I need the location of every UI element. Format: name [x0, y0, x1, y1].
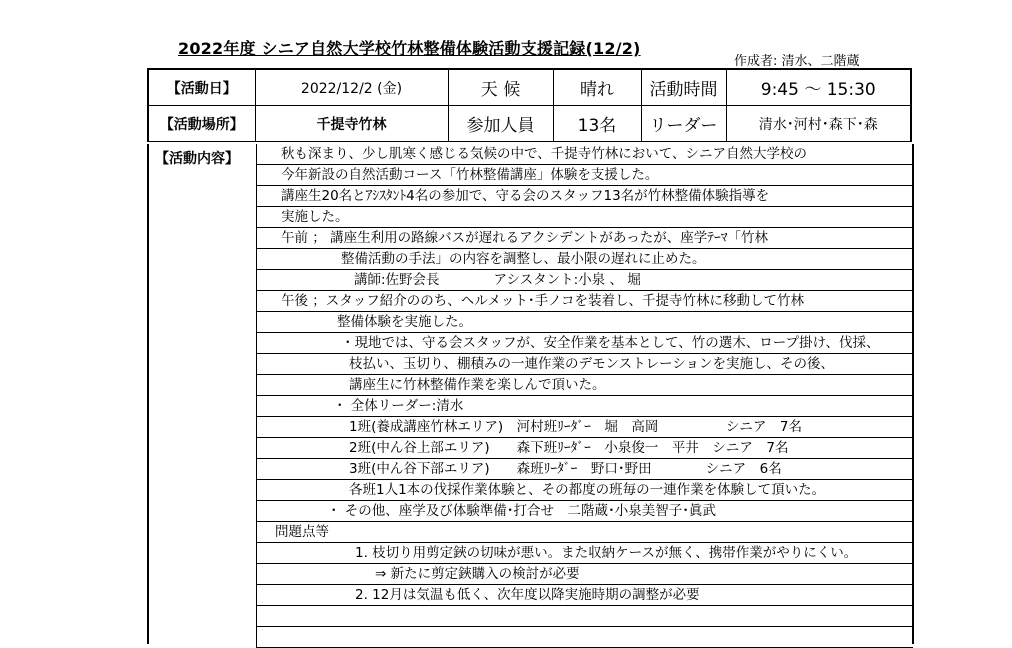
content-line: 秋も深まり、少し肌寒く感じる気候の中で、千提寺竹林において、シニア自然大学校の	[257, 144, 913, 165]
content-line: 講師:佐野会長 アシスタント:小泉 、 堀	[257, 270, 913, 291]
content-line	[257, 627, 913, 648]
activity-place-label: 【活動場所】	[148, 106, 255, 142]
content-line: ⇒ 新たに剪定鋏購入の検討が必要	[257, 564, 913, 585]
content-line: 枝払い、玉切り、棚積みの一連作業のデモンストレーションを実施し、その後、	[257, 354, 913, 375]
content-line: 問題点等	[257, 522, 913, 543]
content-line: 午後 ；スタッフ紹介ののち、ヘルメット･手ノコを装着し、千提寺竹林に移動して竹林	[257, 291, 913, 312]
activity-time-value: 9:45 ～ 15:30	[726, 69, 911, 106]
activity-date-value: 2022/12/2 (金)	[255, 69, 448, 106]
header-row-date	[148, 69, 911, 106]
content-line: 午前 ； 講座生利用の路線バスが遅れるアクシデントがあったが、座学ﾃｰﾏ「竹林	[257, 228, 913, 249]
document-title: 2022年度 シニア自然大学校竹林整備体験活動支援記録(12/2)	[178, 39, 641, 58]
content-line	[257, 606, 913, 627]
author-line: 作成者: 清水、二階蔵	[734, 54, 860, 69]
content-line: 2. 12月は気温も低く、次年度以降実施時期の調整が必要	[257, 585, 913, 606]
activity-place-value: 千提寺竹林	[255, 106, 448, 142]
activity-date-label: 【活動日】	[148, 69, 255, 106]
header-row-place	[148, 106, 911, 142]
content-line: 整備活動の手法」の内容を調整し、最小限の遅れに止めた。	[257, 249, 913, 270]
participants-value: 13名	[553, 106, 641, 142]
content-line: 実施した。	[257, 207, 913, 228]
weather-value: 晴れ	[553, 69, 641, 106]
content-line: 今年新設の自然活動コース「竹林整備講座」体験を支援した。	[257, 165, 913, 186]
weather-label: 天 候	[448, 69, 553, 106]
content-line: ・ 全体リーダー:清水	[257, 396, 913, 417]
content-line: 1班(養成講座竹林エリア) 河村班ﾘｰﾀﾞｰ 堀 高岡 シニア 7名	[257, 417, 913, 438]
content-line: ・ その他、座学及び体験準備･打合せ 二階蔵･小泉美智子･眞武	[257, 501, 913, 522]
content-line: 講座生20名とｱｼｽﾀﾝﾄ4名の参加で、守る会のスタッフ13名が竹林整備体験指導を	[257, 186, 913, 207]
content-line: ・現地では、守る会スタッフが、安全作業を基本として、竹の選木、ロープ掛け、伐採、	[257, 333, 913, 354]
content-line: 3班(中ん谷下部エリア) 森班ﾘｰﾀﾞｰ 野口･野田 シニア 6名	[257, 459, 913, 480]
leader-label: リーダー	[641, 106, 726, 142]
content-line: 各班1人1本の伐採作業体験と、その都度の班毎の一連作業を体験して頂いた。	[257, 480, 913, 501]
activity-content-section	[147, 144, 914, 644]
activity-content-label: 【活動内容】	[155, 151, 239, 167]
content-line: 講座生に竹林整備作業を楽しんで頂いた。	[257, 375, 913, 396]
header-table	[147, 68, 912, 142]
content-line: 1. 枝切り用剪定鋏の切味が悪い。また収納ケースが無く、携帯作業がやりにくい。	[257, 543, 913, 564]
leader-value: 清水･河村･森下･森	[726, 106, 911, 142]
content-line: 整備体験を実施した。	[257, 312, 913, 333]
activity-time-label: 活動時間	[641, 69, 726, 106]
activity-content-lines	[256, 144, 913, 648]
content-line: 2班(中ん谷上部エリア) 森下班ﾘｰﾀﾞｰ 小泉俊一 平井 シニア 7名	[257, 438, 913, 459]
participants-label: 参加人員	[448, 106, 553, 142]
